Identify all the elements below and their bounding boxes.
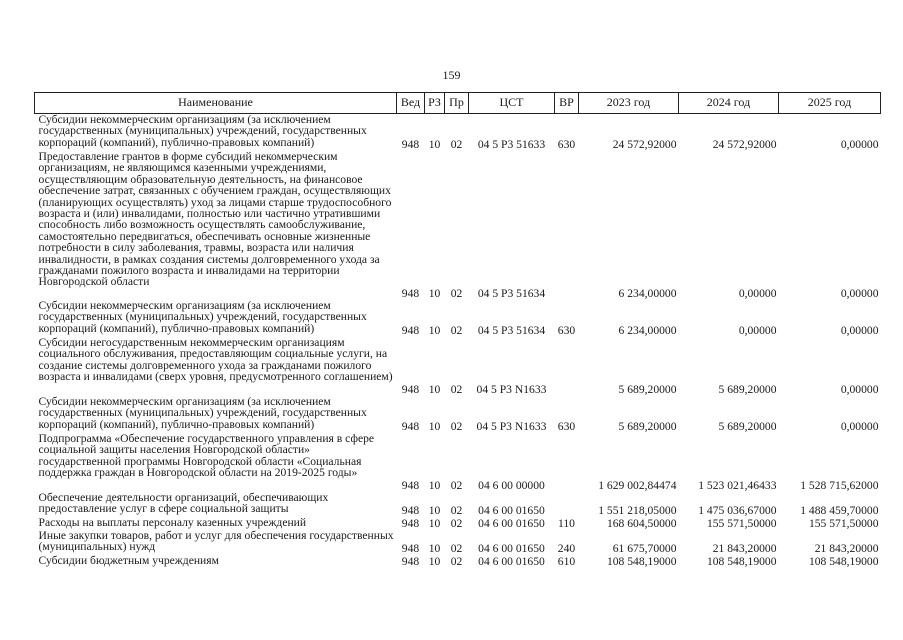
row-2024: 1 523 021,46433 xyxy=(698,478,777,492)
row-name: Субсидии бюджетным учреждениям xyxy=(38,554,219,567)
row-vr: 630 xyxy=(557,137,576,151)
row-2024: 0,00000 xyxy=(738,286,777,300)
header-name: Наименование xyxy=(35,93,397,114)
row-2024: 1 475 036,67000 xyxy=(698,503,777,517)
row-cst: 04 6 00 01650 xyxy=(478,516,545,530)
row-name: Иные закупки товаров, работ и услуг для обеспечения государственных (муниципальных) нужд xyxy=(38,529,394,554)
row-pr: 02 xyxy=(450,554,463,568)
row-ved: 948 xyxy=(401,503,420,517)
row-2024: 108 548,19000 xyxy=(706,554,777,568)
row-name: Расходы на выплаты персоналу казенных учреждений xyxy=(38,516,307,529)
row-2024: 0,00000 xyxy=(738,323,777,337)
row-rz: 10 xyxy=(428,419,441,433)
row-ved: 948 xyxy=(401,137,420,151)
table-row xyxy=(35,530,881,555)
row-ved: 948 xyxy=(401,286,420,300)
row-2023: 6 234,00000 xyxy=(618,286,677,300)
row-pr: 02 xyxy=(450,541,463,555)
table-header-row xyxy=(35,93,881,114)
row-name: Субсидии некоммерческим организациям (за исключением государственных (муниципальных) учреждений, государственных корпораций (компаний), публично-правовых компаний) xyxy=(38,113,367,149)
row-2023: 61 675,70000 xyxy=(612,541,677,555)
header-rz: РЗ xyxy=(425,93,445,114)
row-vr xyxy=(555,337,579,396)
header-ved: Вед xyxy=(397,93,425,114)
row-cst: 04 6 00 01650 xyxy=(478,503,545,517)
row-ved: 948 xyxy=(401,323,420,337)
row-2023: 24 572,92000 xyxy=(612,137,677,151)
row-2025: 0,00000 xyxy=(840,419,879,433)
row-ved: 948 xyxy=(401,516,420,530)
table-row xyxy=(35,151,881,300)
row-vr: 630 xyxy=(557,323,576,337)
row-vr xyxy=(555,433,579,492)
header-2024: 2024 год xyxy=(679,93,779,114)
row-2024: 155 571,50000 xyxy=(706,516,777,530)
row-2023: 1 551 218,05000 xyxy=(598,503,677,517)
row-2024: 5 689,20000 xyxy=(718,382,777,396)
row-cst: 04 6 00 01650 xyxy=(478,541,545,555)
row-ved: 948 xyxy=(401,382,420,396)
table-row xyxy=(35,114,881,152)
row-2025: 21 843,20000 xyxy=(814,541,879,555)
table-row xyxy=(35,433,881,492)
row-2025: 0,00000 xyxy=(840,382,879,396)
row-cst: 04 5 Р3 51633 xyxy=(477,137,546,151)
row-rz: 10 xyxy=(428,286,441,300)
row-pr: 02 xyxy=(450,419,463,433)
row-2025: 108 548,19000 xyxy=(808,554,879,568)
row-vr: 630 xyxy=(557,419,576,433)
row-rz: 10 xyxy=(428,478,441,492)
row-2025: 0,00000 xyxy=(840,286,879,300)
row-vr: 240 xyxy=(557,541,576,555)
table-row xyxy=(35,555,881,568)
row-cst: 04 5 Р3 51634 xyxy=(477,323,546,337)
table-row xyxy=(35,492,881,517)
row-2023: 6 234,00000 xyxy=(618,323,677,337)
table-row xyxy=(35,396,881,433)
row-cst: 04 5 Р3 N1633 xyxy=(476,382,547,396)
row-name: Субсидии некоммерческим организациям (за исключением государственных (муниципальных) учреждений, государственных корпораций (компаний), публично-правовых компаний) xyxy=(38,395,367,431)
row-ved: 948 xyxy=(401,554,420,568)
row-rz: 10 xyxy=(428,516,441,530)
header-2023: 2023 год xyxy=(579,93,679,114)
row-vr xyxy=(555,151,579,300)
table-row xyxy=(35,337,881,396)
row-pr: 02 xyxy=(450,323,463,337)
row-2024: 24 572,92000 xyxy=(712,137,777,151)
row-pr: 02 xyxy=(450,286,463,300)
row-2023: 5 689,20000 xyxy=(618,382,677,396)
row-2025: 1 528 715,62000 xyxy=(800,478,879,492)
row-rz: 10 xyxy=(428,137,441,151)
row-cst: 04 6 00 01650 xyxy=(478,554,545,568)
row-pr: 02 xyxy=(450,478,463,492)
table-row xyxy=(35,300,881,337)
row-cst: 04 5 Р3 51634 xyxy=(477,286,546,300)
row-name: Субсидии негосударственным некоммерческим организациям социального обслуживания, предоставляющим социальные услуги, на создание системы долговременного ухода за гражданами пожилого возраста и инвалидами (сверх уровня, предусмотренного соглашением) xyxy=(38,336,393,384)
row-2025: 1 488 459,70000 xyxy=(800,503,879,517)
header-vr: ВР xyxy=(555,93,579,114)
row-cst: 04 6 00 00000 xyxy=(478,478,545,492)
row-pr: 02 xyxy=(450,503,463,517)
row-2024: 5 689,20000 xyxy=(718,419,777,433)
row-rz: 10 xyxy=(428,541,441,555)
row-pr: 02 xyxy=(450,516,463,530)
row-cst: 04 5 Р3 N1633 xyxy=(476,419,547,433)
row-vr: 610 xyxy=(557,554,576,568)
row-2023: 5 689,20000 xyxy=(618,419,677,433)
row-vr xyxy=(555,492,579,517)
header-pr: Пр xyxy=(445,93,469,114)
row-name: Предоставление грантов в форме субсидий некоммерческим организациям, не являющимся казенными учреждениями, осуществляющим образовательную деятельность, на финансовое обеспечение затрат, связанных с обучением граждан, осуществляющих (планирующих осуществлять) уход за лицами старше трудоспособного возраста и (или) инвалидами, полностью или частично утратившими способность либо возможность осуществлять самообслуживание, самостоятельно передвигаться, обеспечивать основные жизненные потребности в силу заболевания, травмы, возраста или наличия инвалидности, в рамках создания системы долговременного ухода за гражданами пожилого возраста и инвалидами на территории Новгородской области xyxy=(38,150,392,289)
row-name: Подпрограмма «Обеспечение государственного управления в сфере социальной защиты населения Новгородской области» государственной программы Новгородской области «Социальная поддержка граждан в Новгородской области на 2019-2025 годы» xyxy=(38,432,375,480)
header-2025: 2025 год xyxy=(779,93,881,114)
row-2023: 108 548,19000 xyxy=(606,554,677,568)
row-name: Субсидии некоммерческим организациям (за исключением государственных (муниципальных) учреждений, государственных корпораций (компаний), публично-правовых компаний) xyxy=(38,299,367,335)
row-2025: 0,00000 xyxy=(840,323,879,337)
row-2025: 0,00000 xyxy=(840,137,879,151)
row-ved: 948 xyxy=(401,419,420,433)
row-pr: 02 xyxy=(450,137,463,151)
row-2025: 155 571,50000 xyxy=(808,516,879,530)
row-2023: 1 629 002,84474 xyxy=(598,478,677,492)
row-ved: 948 xyxy=(401,541,420,555)
page-number: 159 xyxy=(442,68,461,82)
budget-table xyxy=(34,92,881,568)
row-rz: 10 xyxy=(428,554,441,568)
row-vr: 110 xyxy=(558,516,575,530)
row-ved: 948 xyxy=(401,478,420,492)
row-rz: 10 xyxy=(428,323,441,337)
row-pr: 02 xyxy=(450,382,463,396)
row-name: Обеспечение деятельности организаций, обеспечивающих предоставление услуг в сфере социальной защиты xyxy=(38,491,329,516)
row-rz: 10 xyxy=(428,503,441,517)
row-2023: 168 604,50000 xyxy=(606,516,677,530)
header-cst: ЦСТ xyxy=(469,93,555,114)
row-rz: 10 xyxy=(428,382,441,396)
row-2024: 21 843,20000 xyxy=(712,541,777,555)
